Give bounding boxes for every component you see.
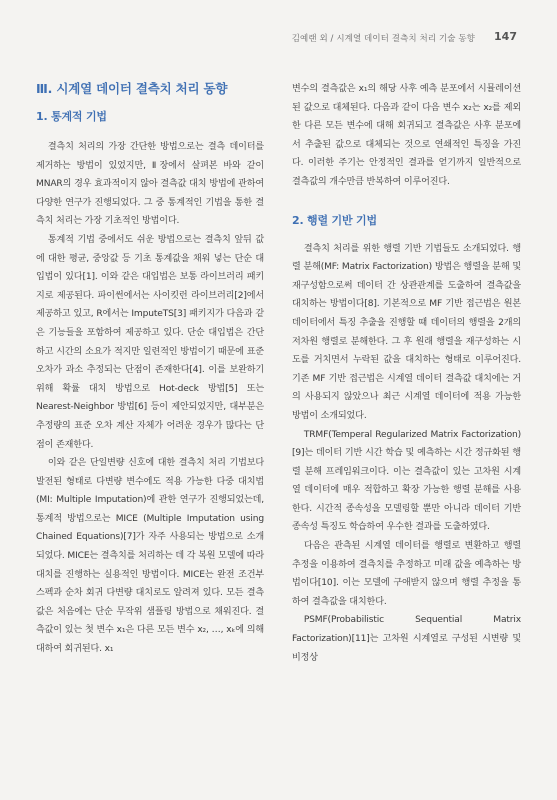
paragraph: 이와 같은 단일변량 신호에 대한 결측치 처리 기법보다 발전된 형태로 다변량 변수에도 적용 가능한 다중 대치법(MI: Multiple Imputation)에 관한 연구가 진행되었는데, 통계적 방법으로는 MICE (Multiple Imputation using Chained Equations)[7]가 자주 사용되는 방법으로 소개되었다. MICE는 결측치를 처리하는 데 각 복원 모델에 따라 대치를 진행하는 실용적인 방법이다. MICE는 완전 조건부 스펙과 순차 회귀 다변량 대치로도 알려져 있다. 모든 결측값은 처음에는 단순 무작위 샘플링 방법으로 채워진다. 결측값이 있는 첫 변수 x₁은 다른 모든 변수 x₂, …, xₖ에 의해 대하여 회귀된다. x₁ bbox=[36, 458, 265, 655]
subsection-title-statistical: 1. 통계적 기법 bbox=[36, 110, 107, 123]
page-header bbox=[0, 32, 557, 48]
paragraph: TRMF(Temperal Regularized Matrix Factorization)[9]는 데이터 기반 시간 학습 및 예측하는 시간 정규화된 행렬 분해 프레임워크이다. 이는 결측값이 있는 고차원 시계열 데이터에 매우 적합하고 확장 가능한 행렬 분해를 사용한다. 시간적 종속성을 모델링할 뿐만 아니라 데이터 기반 종속성 특징도 학습하여 우수한 결과를 도출하였다. bbox=[292, 429, 521, 533]
paragraph: 다음은 관측된 시계열 데이터를 행렬로 변환하고 행렬 추정을 이용하여 결측치를 추정하고 미래 값을 예측하는 방법이다[10]. 이는 모델에 구애받지 않으며 행렬 추정을 통하여 결측값을 대치한다. bbox=[292, 541, 521, 607]
paragraph: 변수의 결측값은 x₁의 해당 사후 예측 분포에서 시뮬레이션된 값으로 대체된다. 다음과 같이 다음 변수 x₂는 x₂를 제외한 다른 모든 변수에 대해 회귀되고 결측값은 사후 분포에서 추출된 값으로 대체되는 것으로 연쇄적인 특징을 가진다. 이러한 주기는 안정적인 결과를 얻기까지 일반적으로 결측값의 개수만큼 반복하여 이루어진다. bbox=[292, 84, 521, 187]
page-number: 147 bbox=[494, 30, 517, 43]
right-column bbox=[292, 80, 521, 667]
subsection-title-matrix: 2. 행렬 기반 기법 bbox=[292, 213, 377, 227]
left-column bbox=[36, 80, 264, 659]
section-title: Ⅲ. 시계열 데이터 결측치 처리 동향 bbox=[36, 81, 228, 96]
running-head: 김예랜 외 / 시계열 데이터 결측치 처리 기술 동향 bbox=[291, 34, 475, 44]
paragraph: 통계적 기법 중에서도 쉬운 방법으로는 결측치 앞뒤 값에 대한 평균, 중앙값 등 기초 통계값을 채워 넣는 단순 대입법이 있다[1]. 이와 같은 대입법은 보통 라이브러리 패키지로 제공된다. 파이썬에서는 사이킷런 라이브러리[2]에서 제공하고 있고, R에서는 ImputeTS[3] 패키지가 다음과 같은 기능들을 포함하여 제공하고 있다. 단순 대입법은 간단하고 시간의 소요가 적지만 일련적인 방법이기 때문에 표준 오차가 과소 추정되는 단점이 존재한다[4]. 이를 보완하기 위해 확률 대치 방법으로 Hot-deck 방법[5] 또는 Nearest-Neighbor 방법[6] 등이 제안되었지만, 대부분은 추정량의 표준 오차 계산 자체가 어려운 경우가 많다는 단점이 존재한다. bbox=[36, 234, 264, 450]
paragraph: 결측치 처리의 가장 간단한 방법으로는 결측 데이터를 제거하는 방법이 있었지만, Ⅱ장에서 살펴본 바와 같이 MNAR의 경우 효과적이지 않아 결측값 대치 방법에 관하여 다양한 연구가 진행되었다. 그 중 통계적인 기법을 통한 결측치 처리는 가장 기초적인 방법이다. bbox=[36, 142, 264, 227]
paragraph: 결측치 처리를 위한 행렬 기반 기법들도 소개되었다. 행렬 분해(MF: Matrix Factorization) 방법은 행렬을 분해 및 재구성함으로써 데이터 간 상관관계를 도출하여 결측값을 대치하는 방법이다[8]. 기본적으로 MF 기반 접근법은 원본 데이터에서 특징 추출을 진행할 때 데이터의 행렬을 2개의 저차원 행렬로 분해한다. 그 후 원래 행렬을 재구성하는 시도를 거치면서 누락된 값을 대치하는 형태로 이루어진다. 기존 MF 기반 접근법은 시계열 데이터 결측값 대치에는 거의 사용되지 않았으나 최근 시계열 데이터에 적용 가능한 방법이 소개되었다. bbox=[292, 243, 521, 421]
paragraph: PSMF(Probabilistic Sequential Matrix Factorization)[11]는 고차원 시계열로 구성된 시변량 및 비정상 bbox=[292, 615, 521, 663]
